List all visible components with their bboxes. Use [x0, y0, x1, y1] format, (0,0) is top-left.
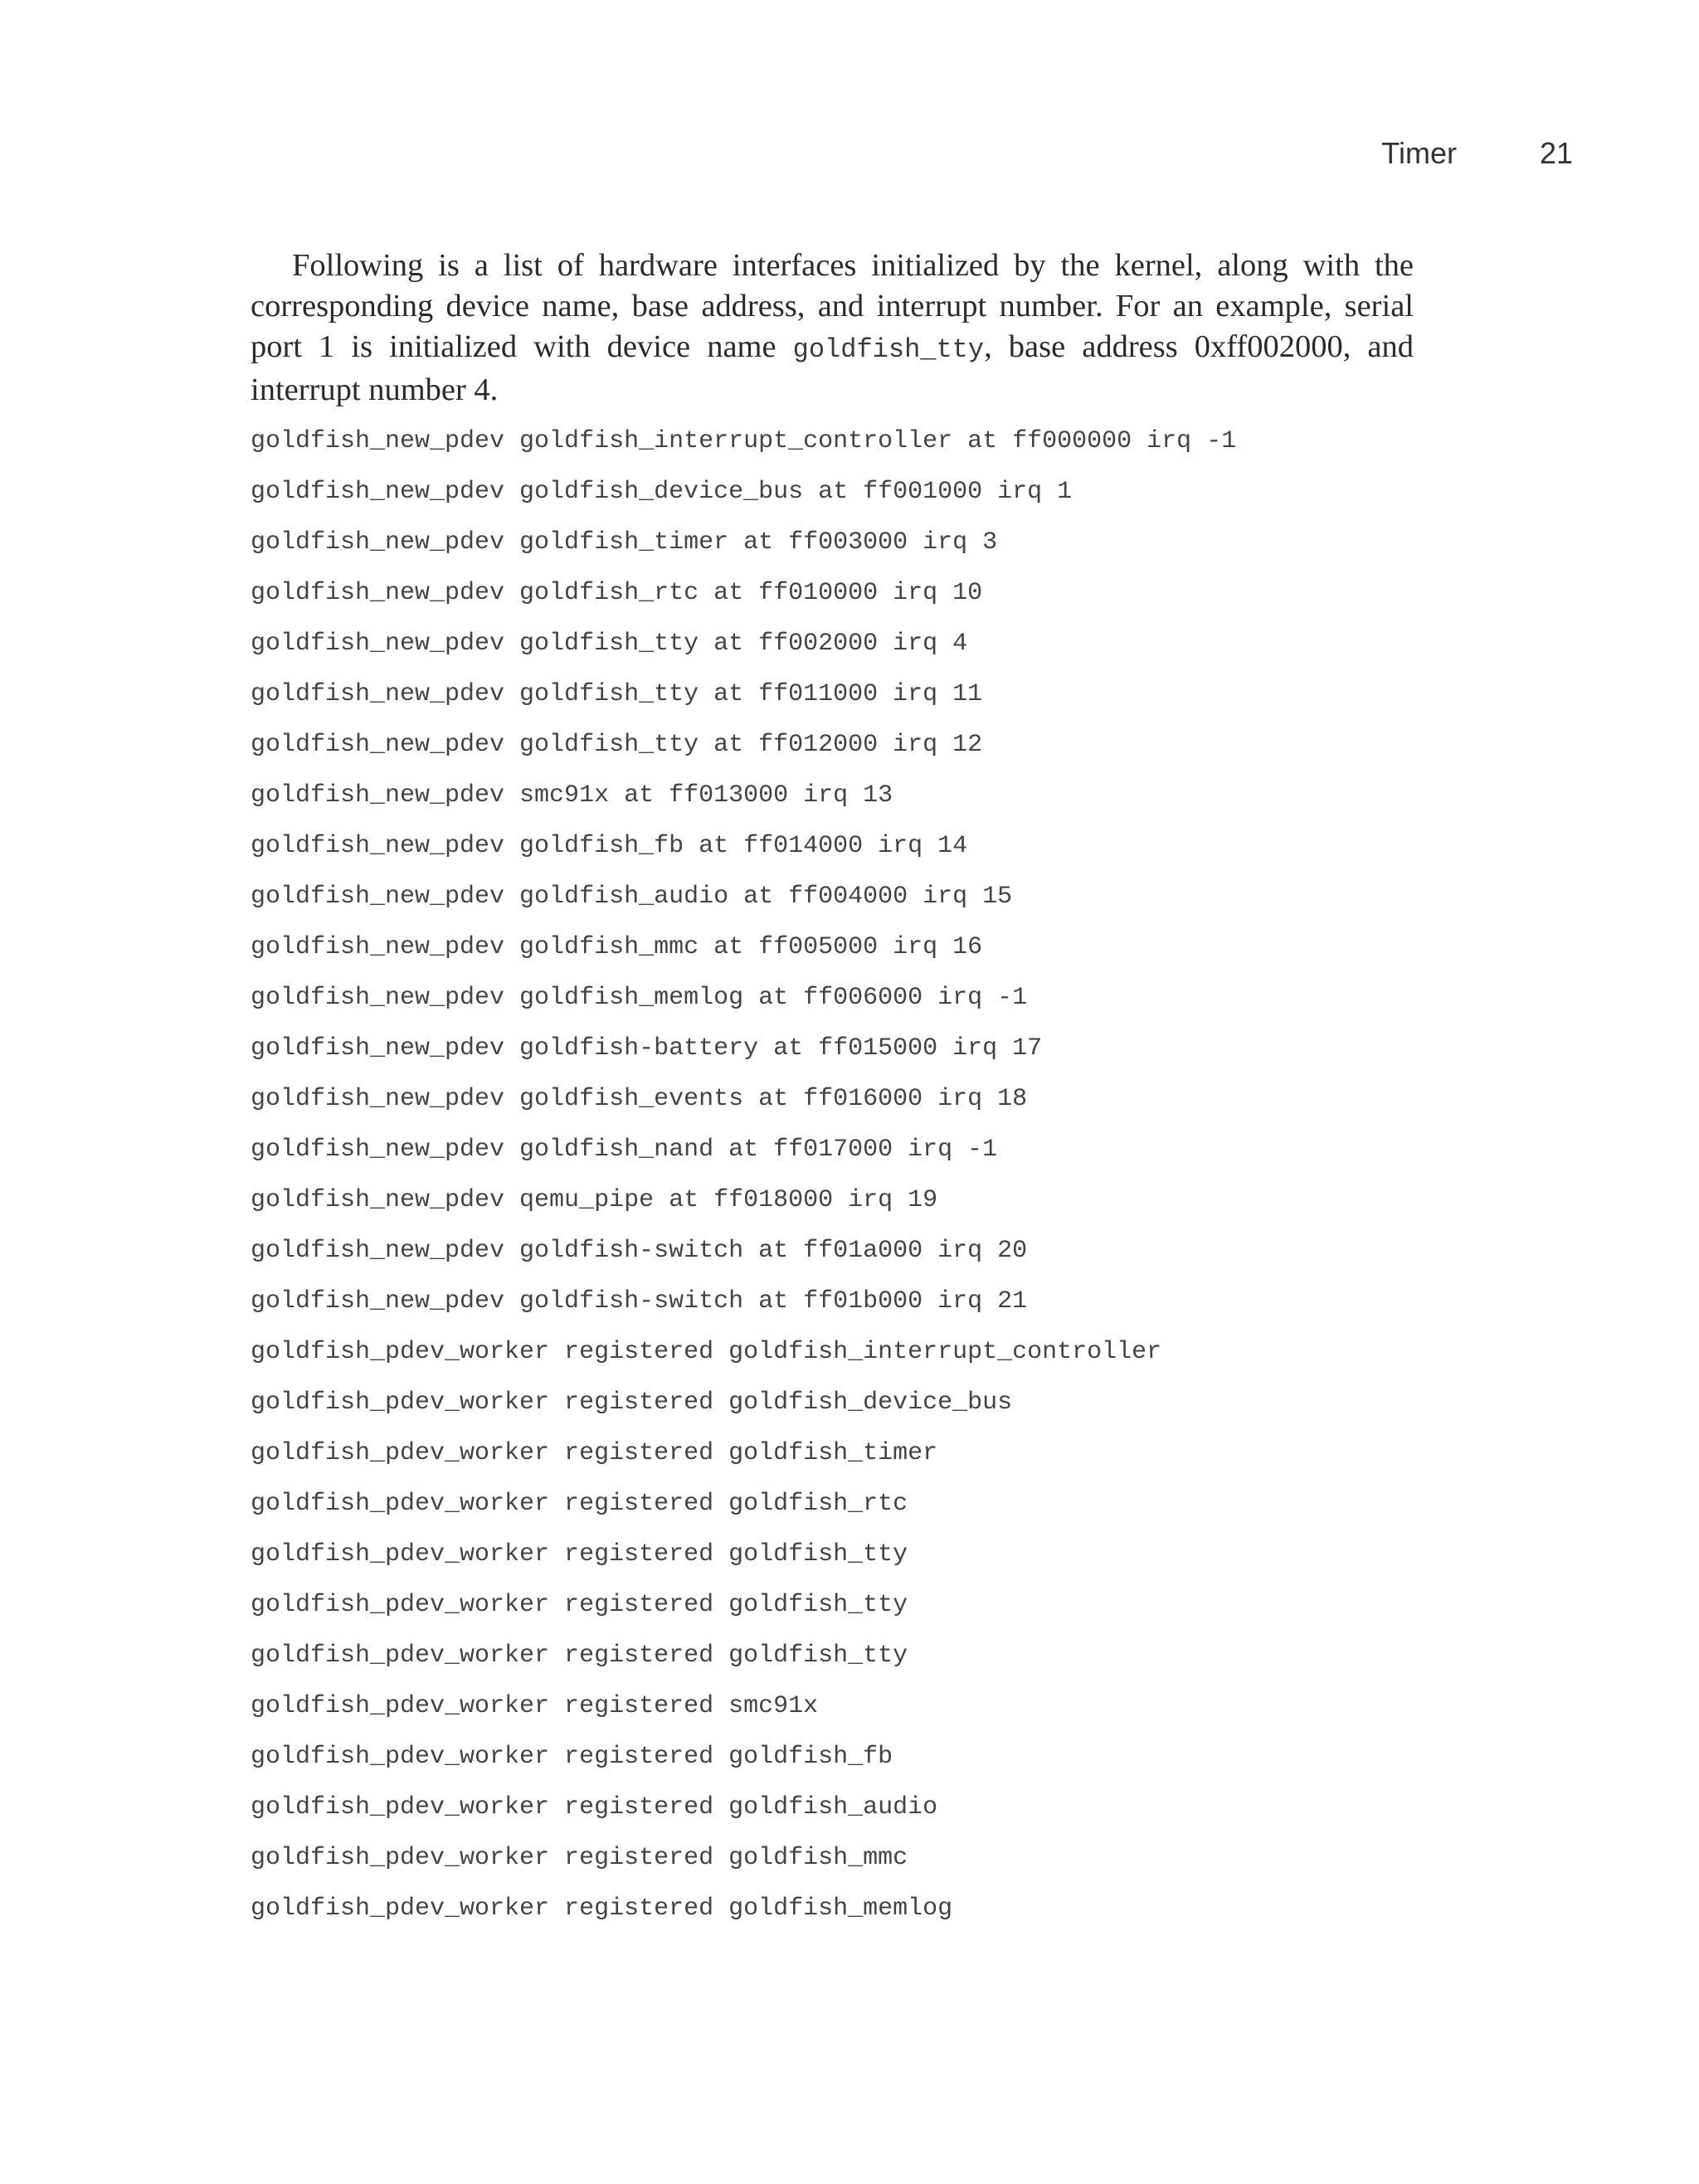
code-line: goldfish_new_pdev goldfish_tty at ff012000 irq 12: [251, 731, 983, 759]
intro-text-after-code: , base address 0xff002000, and interrupt number 4.: [251, 329, 1414, 407]
code-line: goldfish_pdev_worker registered goldfish_rtc: [251, 1490, 908, 1518]
code-line: goldfish_pdev_worker registered goldfish_timer: [251, 1439, 938, 1467]
kernel-log-listing: [251, 426, 1236, 1944]
code-line: goldfish_new_pdev goldfish_audio at ff004000 irq 15: [251, 883, 1013, 911]
code-line: goldfish_new_pdev goldfish_mmc at ff005000 irq 16: [251, 933, 983, 961]
code-line: goldfish_new_pdev goldfish_timer at ff003000 irq 3: [251, 528, 998, 557]
code-line: goldfish_new_pdev qemu_pipe at ff018000 irq 19: [251, 1186, 938, 1214]
code-line: goldfish_new_pdev goldfish_tty at ff002000 irq 4: [251, 630, 968, 658]
code-line: goldfish_pdev_worker registered goldfish_interrupt_controller: [251, 1338, 1162, 1366]
code-line: goldfish_pdev_worker registered goldfish_mmc: [251, 1844, 908, 1872]
inline-code-device-name: goldfish_tty: [792, 334, 985, 365]
code-line: goldfish_pdev_worker registered smc91x: [251, 1692, 819, 1720]
code-line: goldfish_new_pdev goldfish_fb at ff014000 irq 14: [251, 832, 968, 860]
running-head-section-title: Timer: [1381, 136, 1457, 170]
code-line: goldfish_new_pdev goldfish_events at ff016000 irq 18: [251, 1085, 1028, 1113]
code-line: goldfish_new_pdev goldfish-switch at ff01b000 irq 21: [251, 1287, 1028, 1316]
code-line: goldfish_new_pdev goldfish_memlog at ff006000 irq -1: [251, 984, 1028, 1012]
code-line: goldfish_pdev_worker registered goldfish_device_bus: [251, 1389, 1013, 1417]
page-number: 21: [1539, 136, 1573, 170]
code-line: goldfish_pdev_worker registered goldfish_tty: [251, 1591, 908, 1619]
code-line: goldfish_new_pdev smc91x at ff013000 irq 13: [251, 781, 893, 810]
code-line: goldfish_new_pdev goldfish_rtc at ff010000 irq 10: [251, 579, 983, 607]
code-line: goldfish_pdev_worker registered goldfish_memlog: [251, 1895, 953, 1923]
intro-text-before-code: Following is a list of hardware interfaces initialized by the kernel, along with the corresponding device name, base address, and interrupt number. For an example, serial port 1 is initialized with device name: [251, 248, 1414, 364]
code-line: goldfish_pdev_worker registered goldfish_tty: [251, 1642, 908, 1670]
code-line: goldfish_new_pdev goldfish-battery at ff015000 irq 17: [251, 1034, 1043, 1063]
code-line: goldfish_new_pdev goldfish_device_bus at ff001000 irq 1: [251, 478, 1073, 506]
code-line: goldfish_new_pdev goldfish_nand at ff017000 irq -1: [251, 1136, 998, 1164]
running-head: [1381, 136, 1573, 171]
code-line: goldfish_pdev_worker registered goldfish_audio: [251, 1793, 938, 1822]
code-line: goldfish_new_pdev goldfish_tty at ff011000 irq 11: [251, 680, 983, 708]
intro-paragraph: [251, 246, 1414, 411]
code-line: goldfish_pdev_worker registered goldfish_tty: [251, 1540, 908, 1569]
code-line: goldfish_pdev_worker registered goldfish_fb: [251, 1743, 893, 1771]
code-line: goldfish_new_pdev goldfish-switch at ff01a000 irq 20: [251, 1237, 1028, 1265]
code-line: goldfish_new_pdev goldfish_interrupt_controller at ff000000 irq -1: [251, 427, 1237, 455]
